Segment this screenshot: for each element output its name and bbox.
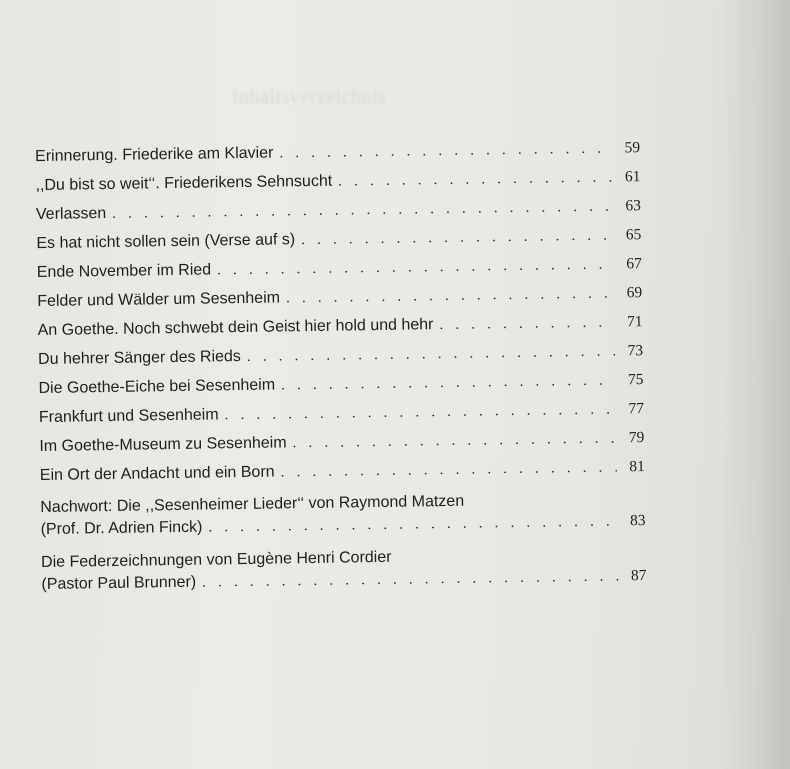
toc-entry-page: 83 (629, 512, 646, 530)
toc-entry (37, 253, 642, 284)
toc-entry-title: An Goethe. Noch schwebt dein Geist hier hold und hehr (37, 316, 434, 340)
toc-entry-title: Im Goethe-Museum zu Sesenheim (39, 434, 287, 456)
toc-entry (36, 224, 641, 255)
leader-dots (211, 254, 614, 282)
toc-entry-page: 77 (628, 400, 645, 418)
toc-entry (37, 282, 642, 313)
toc-entry-title-line2: (Prof. Dr. Adrien Finck) (40, 518, 203, 539)
toc-entry (41, 543, 647, 596)
leader-dots (275, 369, 616, 396)
toc-entry (35, 137, 640, 168)
leader-dots (106, 196, 613, 226)
toc-entry-title-line1: Die Federzeichnungen von Eugène Henri Cordier (40, 548, 392, 572)
toc-entry-title: ,,Du bist so weit‘‘. Friederikens Sehnsucht (35, 172, 333, 195)
leader-dots (274, 456, 616, 483)
toc-entry-page: 75 (627, 371, 644, 389)
toc-entry-title: Frankfurt und Sesenheim (38, 406, 219, 427)
toc-entry-title: Verlassen (35, 205, 107, 224)
leader-dots (273, 138, 612, 165)
toc-entry-page: 87 (630, 567, 647, 585)
toc-entry (38, 311, 643, 342)
toc-entry-title: Die Goethe-Eiche bei Sesenheim (38, 376, 276, 398)
toc-entry-page: 69 (626, 284, 643, 302)
leader-dots (286, 427, 616, 454)
toc-entry-title: Ende November im Ried (36, 261, 212, 282)
leader-dots (218, 398, 616, 426)
toc-entry-page: 79 (628, 429, 645, 447)
toc-entry-title-line1: Nachwort: Die ,,Sesenheimer Lieder‘‘ von Raymond Matzen (40, 492, 465, 517)
page-edge-shadow (720, 0, 790, 769)
toc-entry-page: 71 (626, 313, 643, 331)
toc-entry-title: Felder und Wälder um Sesenheim (37, 289, 281, 311)
toc-entry-title: Ein Ort der Andacht und ein Born (39, 463, 275, 485)
toc-entry-title: Erinnerung. Friederike am Klavier (34, 144, 274, 166)
faint-heading: Inhaltsverzeichnis (232, 86, 387, 108)
toc-entry (40, 488, 646, 541)
toc-entry-page: 63 (625, 197, 642, 215)
toc-entry (35, 166, 640, 197)
toc-entry-page: 59 (624, 139, 641, 157)
leader-dots (241, 340, 616, 368)
toc-entry (39, 398, 644, 429)
toc-entry-page: 73 (627, 342, 644, 360)
toc-entry (40, 456, 645, 487)
leader-dots (280, 282, 615, 309)
leader-dots (332, 167, 613, 193)
toc-entry-title: Es hat nicht sollen sein (Verse auf s) (36, 231, 296, 253)
toc-entry (39, 427, 644, 458)
toc-entry-page: 61 (624, 168, 641, 186)
leader-dots (433, 311, 615, 336)
toc-entry (38, 369, 643, 400)
leader-dots (295, 225, 613, 252)
toc-entry-page: 81 (629, 458, 645, 476)
toc-entry-title-line2: (Pastor Paul Brunner) (41, 573, 197, 594)
toc-entry-page: 67 (626, 255, 642, 273)
toc-entry-page: 65 (625, 226, 642, 244)
toc-entry-title: Du hehrer Sänger des Rieds (37, 348, 241, 369)
toc-entry (36, 195, 641, 226)
toc-entry (38, 340, 643, 371)
